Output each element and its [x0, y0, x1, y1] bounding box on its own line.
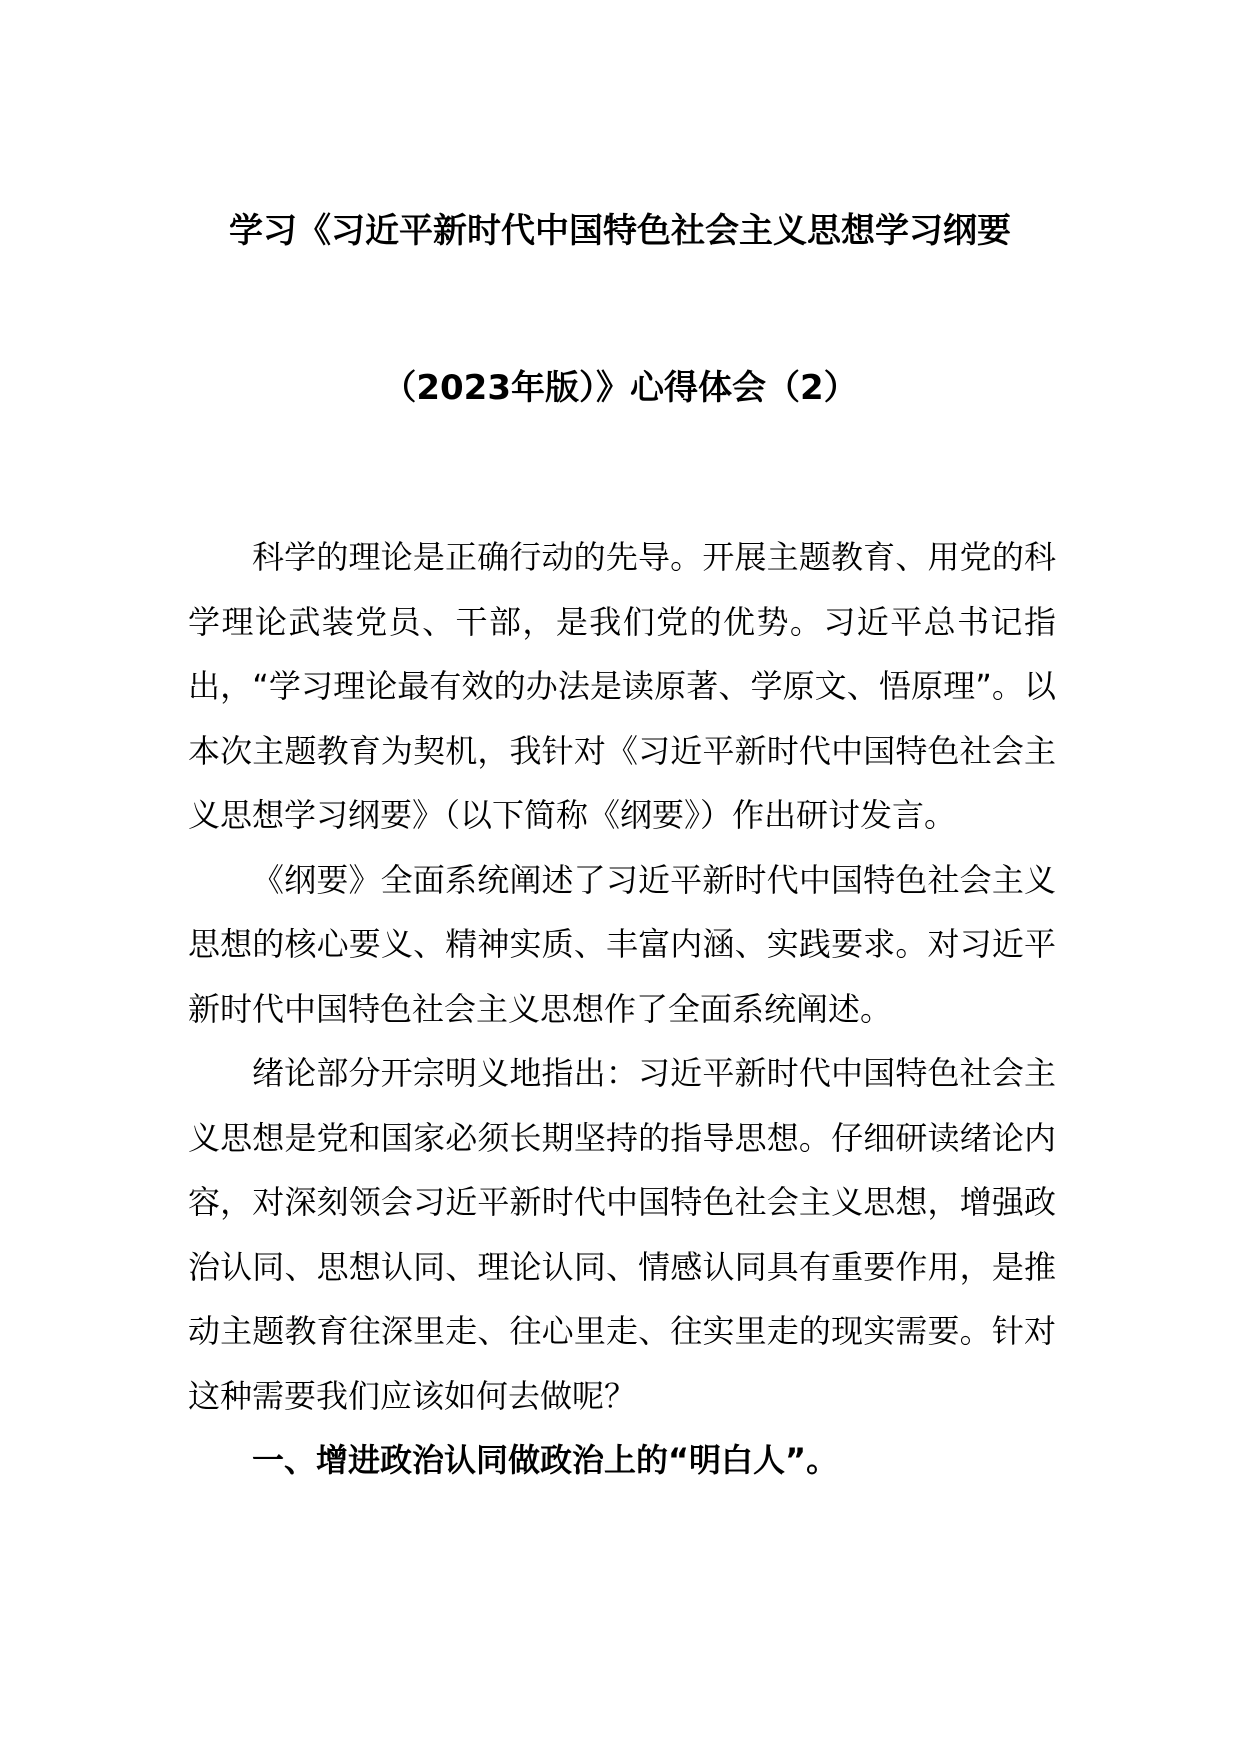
- document-title-line-1: 学习《习近平新时代中国特色社会主义思想学习纲要: [229, 211, 1011, 251]
- document-title-line-2: （2023年版）》心得体会（2）: [382, 368, 858, 408]
- document-body: [188, 525, 1056, 1493]
- paragraph-1: 科学的理论是正确行动的先导。开展主题教育、用党的科学理论武装党员、干部，是我们党的优势。习近平总书记指出，“学习理论最有效的办法是读原著、学原文、悟原理”。以本次主题教育为契机，我针对《习近平新时代中国特色社会主义思想学习纲要》（以下简称《纲要》）作出研讨发言。: [188, 538, 1056, 834]
- section-heading: 一、增进政治认同做政治上的“明白人”。: [252, 1441, 839, 1479]
- paragraph-2: 《纲要》全面系统阐述了习近平新时代中国特色社会主义思想的核心要义、精神实质、丰富内涵、实践要求。对习近平新时代中国特色社会主义思想作了全面系统阐述。: [188, 860, 1056, 1028]
- paragraph-3: 绪论部分开宗明义地指出：习近平新时代中国特色社会主义思想是党和国家必须长期坚持的指导思想。仔细研读绪论内容，对深刻领会习近平新时代中国特色社会主义思想，增强政治认同、思想认同、理论认同、情感认同具有重要作用，是推动主题教育往深里走、往心里走、往实里走的现实需要。针对这种需要我们应该如何去做呢？: [188, 1054, 1056, 1415]
